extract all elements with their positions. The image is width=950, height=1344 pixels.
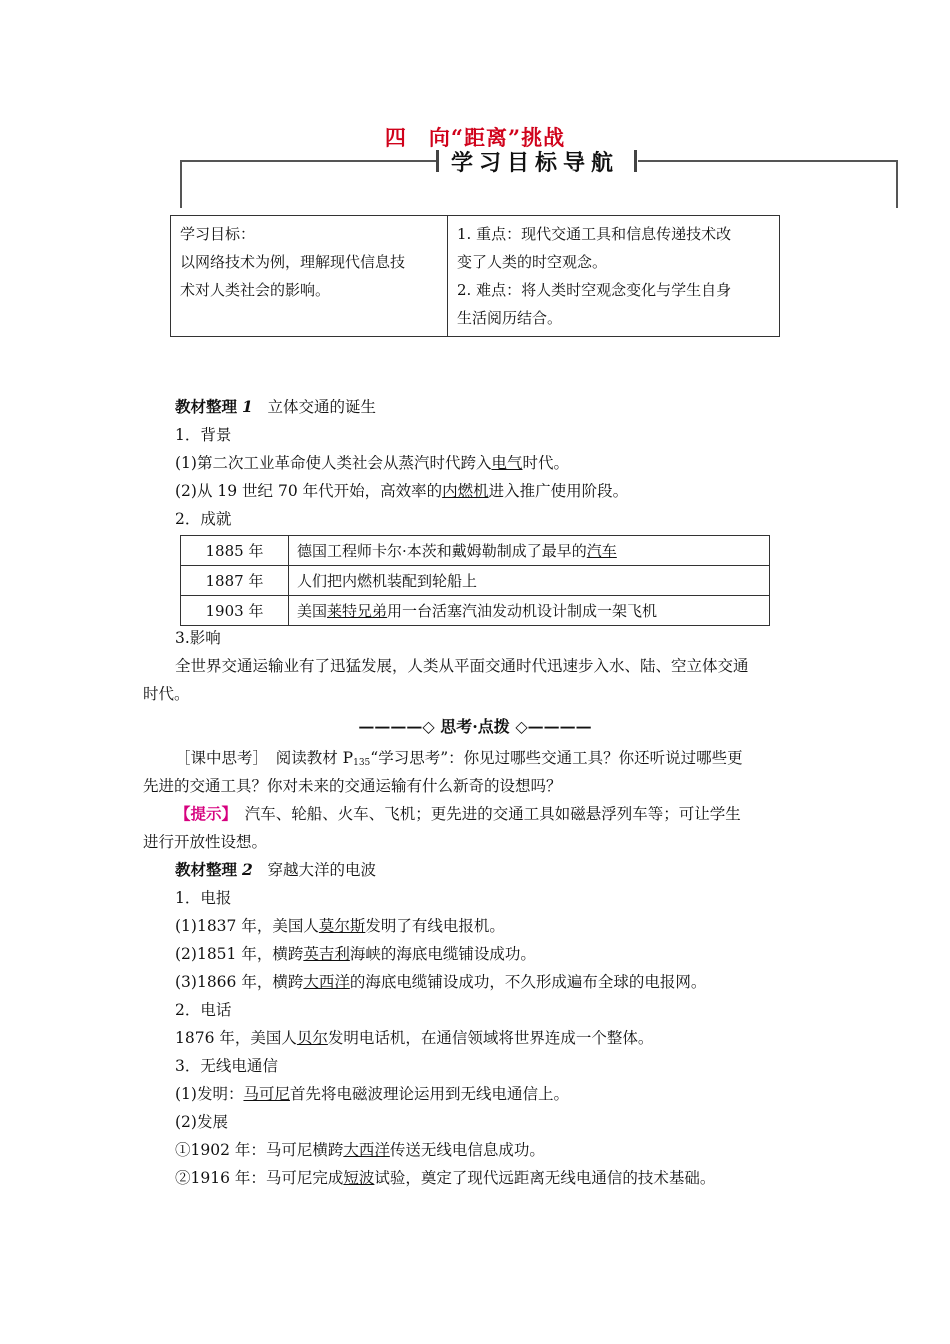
section2-h1: 1．电报 xyxy=(175,889,232,907)
text: 进入推广使用阶段。 xyxy=(488,482,629,500)
section-banner: 学习目标导航 xyxy=(450,150,619,176)
text: 1876 年，美国人 xyxy=(175,1029,297,1047)
think-question-line2: 先进的交通工具？你对未来的交通运输有什么新奇的设想吗？ xyxy=(143,777,562,795)
text: 的海底电缆铺设成功，不久形成遍布全球的电报网。 xyxy=(349,973,707,991)
section1-label: 教材整理 xyxy=(175,397,238,416)
answer-blank: 大西洋 xyxy=(343,1141,390,1159)
text: 海峡的海底电缆铺设成功。 xyxy=(349,945,536,963)
table-row xyxy=(181,596,770,626)
section1-h1: 1．背景 xyxy=(175,426,232,444)
answer-blank: 贝尔 xyxy=(296,1029,328,1047)
learning-goals-table xyxy=(170,215,780,337)
goals-right-line: 生活阅历结合。 xyxy=(457,309,563,327)
telegraph-2 xyxy=(175,942,536,966)
telephone-line xyxy=(175,1026,653,1050)
section1-h2: 2．成就 xyxy=(175,510,232,528)
text: 发明了有线电报机。 xyxy=(365,917,505,935)
text: 汽车、轮船、火车、飞机；更先进的交通工具如磁悬浮列车等；可让学生 xyxy=(229,805,741,823)
section1-p2 xyxy=(175,479,628,503)
section2-number: 2 xyxy=(241,860,253,879)
answer-blank: 莫尔斯 xyxy=(318,917,366,935)
table-row xyxy=(181,536,770,566)
event-cell xyxy=(289,596,770,626)
section2-label: 教材整理 xyxy=(175,860,238,879)
section2-h3: 3．无线电通信 xyxy=(175,1057,278,1075)
think-question-line1 xyxy=(175,746,743,775)
text: “学习思考”：你见过哪些交通工具？你还听说过哪些更 xyxy=(370,749,743,767)
goals-left-line: 以网络技术为例，理解现代信息技 xyxy=(180,253,406,271)
goals-left-line: 术对人类社会的影响。 xyxy=(180,281,331,299)
section2-h2: 2．电话 xyxy=(175,1001,232,1019)
goals-left-title: 学习目标： xyxy=(180,225,256,243)
text: (1)第二次工业革命使人类社会从蒸汽时代跨入 xyxy=(175,454,492,472)
tip-label: 【提示】 xyxy=(175,804,230,823)
text: 德国工程师卡尔·本茨和戴姆勒制成了最早的 xyxy=(297,542,587,560)
think-tip-line2: 进行开放性设想。 xyxy=(143,833,268,851)
banner-line-left xyxy=(180,160,438,162)
section2-heading xyxy=(175,858,376,882)
text: (1)发明： xyxy=(175,1085,244,1103)
wireless-2: (2)发展 xyxy=(175,1113,228,1131)
page-title: 四 向“距离”挑战 xyxy=(384,125,566,150)
goals-right-cell xyxy=(448,216,780,337)
think-header: ————◇ 思考·点拨 ◇———— xyxy=(358,717,592,736)
goals-right-line: 变了人类的时空观念。 xyxy=(457,253,608,271)
section1-title: 立体交通的诞生 xyxy=(267,398,377,416)
text: ②1916 年：马可尼完成 xyxy=(175,1169,344,1187)
telegraph-1 xyxy=(175,914,505,938)
banner-frame-right xyxy=(896,160,898,208)
event-cell xyxy=(289,536,770,566)
text: (2)从 19 世纪 70 年代开始，高效率的 xyxy=(175,482,443,500)
section1-number: 1 xyxy=(241,397,253,416)
answer-blank: 英吉利 xyxy=(303,945,350,963)
answer-blank: 大西洋 xyxy=(303,973,350,991)
text: 美国 xyxy=(297,602,328,620)
text: 时代。 xyxy=(522,454,569,472)
year-cell: 1885 年 xyxy=(181,536,289,566)
answer-blank: 短波 xyxy=(343,1169,375,1187)
section2-title: 穿越大洋的电波 xyxy=(267,861,377,879)
wireless-1 xyxy=(175,1082,569,1106)
table-row xyxy=(181,566,770,596)
text: ［课中思考］ 阅读教材 P xyxy=(175,749,354,767)
telegraph-3 xyxy=(175,970,706,994)
think-tip-line1 xyxy=(175,802,741,826)
answer-blank: 莱特兄弟 xyxy=(327,602,388,620)
text: ①1902 年：马可尼横跨 xyxy=(175,1141,344,1159)
text: (1)1837 年，美国人 xyxy=(175,917,319,935)
goals-right-line: 2. 难点：将人类时空观念变化与学生自身 xyxy=(457,281,732,299)
text: 传送无线电信息成功。 xyxy=(389,1141,545,1159)
text: 试验，奠定了现代远距离无线电通信的技术基础。 xyxy=(374,1169,716,1187)
answer-blank: 内燃机 xyxy=(442,482,489,500)
banner-cap-right xyxy=(634,150,637,172)
section1-p3-line1: 全世界交通运输业有了迅猛发展，人类从平面交通时代迅速步入水、陆、空立体交通 xyxy=(175,657,749,675)
text: (2)1851 年，横跨 xyxy=(175,945,304,963)
page-subscript: 135 xyxy=(353,758,371,768)
event-cell: 人们把内燃机装配到轮船上 xyxy=(289,566,770,596)
wireless-4 xyxy=(175,1166,715,1190)
text: 用一台活塞汽油发动机设计制成一架飞机 xyxy=(387,602,658,620)
text: 首先将电磁波理论运用到无线电通信上。 xyxy=(289,1085,569,1103)
text: 发明电话机，在通信领域将世界连成一个整体。 xyxy=(327,1029,654,1047)
answer-blank: 电气 xyxy=(491,454,523,472)
achievements-table xyxy=(180,535,770,626)
year-cell: 1903 年 xyxy=(181,596,289,626)
section1-heading xyxy=(175,395,376,419)
answer-blank: 马可尼 xyxy=(243,1085,290,1103)
banner-line-right xyxy=(638,160,898,162)
year-cell: 1887 年 xyxy=(181,566,289,596)
banner-cap-left xyxy=(436,150,439,172)
text: (3)1866 年，横跨 xyxy=(175,973,304,991)
section1-p1 xyxy=(175,451,569,475)
section1-h3: 3.影响 xyxy=(175,629,221,647)
section1-p3-line2: 时代。 xyxy=(143,685,190,703)
goals-left-cell xyxy=(171,216,448,337)
goals-right-line: 1. 重点：现代交通工具和信息传递技术改 xyxy=(457,225,732,243)
wireless-3 xyxy=(175,1138,545,1162)
banner-frame-left xyxy=(180,160,182,208)
answer-blank: 汽车 xyxy=(586,542,617,560)
